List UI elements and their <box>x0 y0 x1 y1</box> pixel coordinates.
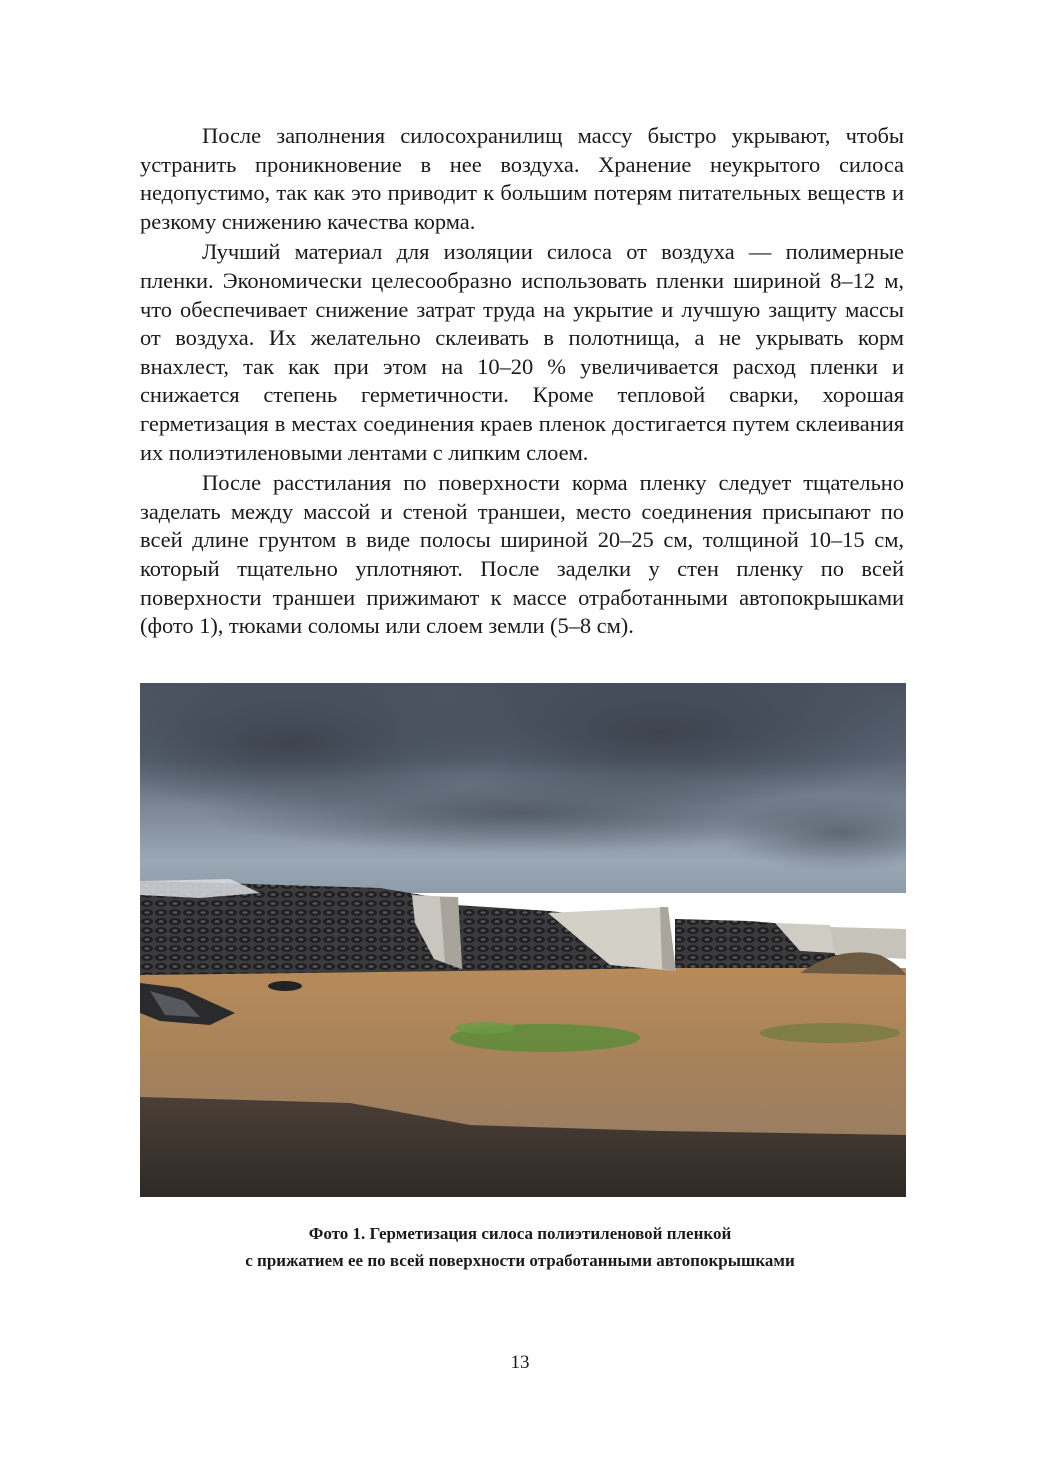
concrete-wall-2-shade <box>660 907 676 971</box>
body-text <box>140 122 904 641</box>
caption-line-1: Фото 1. Герметизация силоса полиэтиленовой пленкой <box>308 1224 732 1243</box>
silage-trench-photo <box>140 683 906 1197</box>
page-number: 13 <box>510 1352 530 1373</box>
caption-line-2: с прижатием ее по всей поверхности отработанными автопокрышками <box>245 1251 795 1270</box>
paragraph-3: После расстилания по поверхности корма пленку следует тщательно заделать между массой и стеной траншеи, место соединения присыпают по всей длине грунтом в виде полосы шириной 20–25 см, толщиной 10–15 см, который тщательно уплотняют. После заделки у стен пленку по всей поверхности траншеи прижимают к массе отработанными автопокрышками (фото 1), тюками соломы или слоем земли (5–8 см). <box>140 470 904 639</box>
paragraph-1: После заполнения силосохранилищ массу быстро укрывают, чтобы устранить проникновение в нее воздуха. Хранение неукрытого силоса недопустимо, так как это приводит к большим потерям питательных веществ и резкому снижению качества корма. <box>140 123 904 234</box>
paragraph-2: Лучший материал для изоляции силоса от воздуха — полимерные пленки. Экономически целесообразно использовать пленки шириной 8–12 м, что обеспечивает снижение затрат труда на укрытие и лучшую защиту массы от воздуха. Их желательно склеивать в полотнища, а не укрывать корм внахлест, так как при этом на 10–20 % увеличивается расход пленки и снижается степень герметичности. Кроме тепловой сварки, хорошая герметизация в местах соединения краев пленок достигается путем склеивания их полиэтиленовыми лентами с липким слоем. <box>140 239 904 465</box>
grass-patch <box>760 1023 900 1043</box>
photo-caption <box>100 1220 940 1274</box>
loose-tire <box>268 981 302 991</box>
grass-patch <box>455 1022 515 1034</box>
